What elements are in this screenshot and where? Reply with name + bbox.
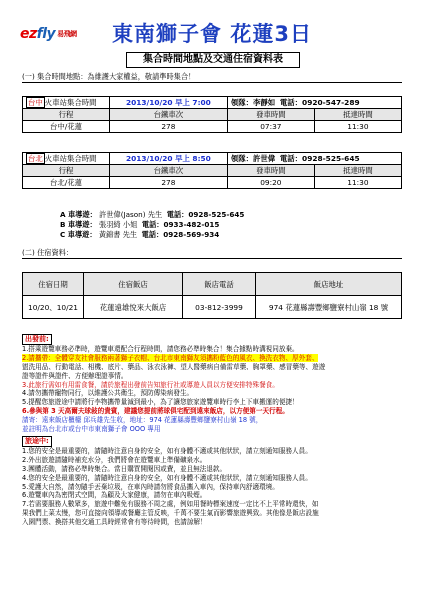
notes-before-departure (22, 334, 402, 434)
note-line: 證等證件與證件、方便辦理證事情。 (22, 371, 128, 380)
table-cell: 台中/花蓮 (23, 121, 110, 133)
table-cell: 09:20 (227, 177, 314, 189)
guide-row (60, 220, 244, 230)
table-cell: 11:30 (314, 121, 401, 133)
col-header: 行程 (23, 109, 110, 121)
table-cell: 07:37 (227, 121, 314, 133)
note-line: 1.搭乘遊覽車務必準時，遊覽車還配合行程時間，請您務必準時集合！集合據點時溝視同放棄。 (22, 344, 299, 353)
note-line: 果我們上菜太慢，您可直接向領導或餐廳主管反映，千萬不要生氣而影響旅遊興致。其他像是飯店設施 (22, 509, 319, 518)
col-header: 住宿飯店 (84, 273, 183, 296)
trip-table-taichung (22, 96, 402, 133)
col-header: 飯店電話 (183, 273, 256, 296)
guide-row (60, 210, 244, 220)
trip-phone: 電話：0928-525-645 (279, 154, 360, 163)
note-line: 入園門票、換搭其他交通工具時經常會有等待時間，也請諒解！ (22, 518, 207, 527)
trip-datetime: 2013/10/20 早上 7:00 (110, 97, 228, 109)
trip-station (23, 153, 110, 165)
guide-title: 先生 (147, 210, 163, 219)
table-cell: 03-812-3999 (183, 296, 256, 319)
notes-tag: 旅途中: (22, 436, 52, 447)
logo-text-a: ez (20, 26, 37, 42)
col-header: 抵達時間 (314, 165, 401, 177)
note-line: 5.提醒您旅遊途中請將行李物攜帶量減到最小，為了讓您旅家遊覽車時行李上下車搬運的便捷！ (22, 398, 299, 407)
notes-tag: 出發前: (22, 334, 52, 345)
hotel-table (22, 272, 402, 319)
note-line: 4.請勿攜帶寵物同行，以維護公共衛生，預防傳染病發生。 (22, 389, 194, 398)
col-header: 台鐵車次 (110, 165, 228, 177)
note-line: 請寄：遠來飯店櫃檯 邱兵雄先生收，地址：974 花蓮縣壽豐鄉鹽寮村山嶺 18 號， (22, 416, 263, 425)
col-header: 抵達時間 (314, 109, 401, 121)
station-meeting: 火車站集合時間 (44, 154, 97, 163)
note-line: 3.團體活動，請務必準時集合。當日購買開閱因或費，並且無法退款。 (22, 464, 227, 473)
logo-text-b: fly (36, 26, 56, 42)
logo-text-cn: 易飛網 (57, 30, 77, 38)
guide-role: C 車導遊： (60, 230, 97, 239)
trip-contact (227, 153, 401, 165)
note-line: 2.外出旅遊請隨時補充水分，我們將會在遊覽車上準備礦泉水。 (22, 455, 207, 464)
page-title: 東南獅子會 花蓮3日 (112, 22, 312, 46)
section-1-rule (22, 82, 402, 83)
note-line: 2.請攜帶：全體穿友社會服務兩著獅子衣帽、台北市東南獅友須攜粉藍色的風衣、換洗衣物、厚外套、 (22, 353, 319, 362)
station-city: 台中 (28, 98, 43, 107)
guide-name: 許世偉(Jason) (99, 210, 146, 219)
guide-phone: 電話：0928-569-934 (141, 230, 220, 239)
guide-list (60, 210, 244, 240)
guide-phone: 電話：0928-525-645 (166, 210, 245, 219)
table-cell: 花蓮遠雄悅來大飯店 (84, 296, 183, 319)
trip-datetime: 2013/10/20 早上 8:50 (110, 153, 228, 165)
note-line: 4.您的安全是最重要的，請隨時注意自身的安全，如有身體不適或其他狀狀，請立刻通知服務人員。 (22, 473, 312, 482)
col-header: 飯店地址 (256, 273, 402, 296)
guide-row (60, 230, 244, 240)
table-cell: 278 (110, 177, 228, 189)
note-line: 6.遊覽車內為密閉式空間，為顧及大家健康，請勿在車內吸煙。 (22, 491, 207, 500)
note-line: 6.參與第 3 天高爾夫球敍的貴賓，建議您提前將球俱宅配到遠來飯店，以方便第一天行程。 (22, 407, 289, 416)
col-header: 住宿日期 (23, 273, 84, 296)
table-cell: 11:30 (314, 177, 401, 189)
note-line: 7.若需要服務人數眾多，旅遊中難免有服務不周之處，例如用餐時標案速度一定比不上平常時還快，如 (22, 500, 319, 509)
guide-title: 小姐 (122, 220, 138, 229)
col-header: 發車時間 (227, 165, 314, 177)
guide-role: A 車導遊： (60, 210, 97, 219)
col-header: 台鐵車次 (110, 109, 228, 121)
trip-phone: 電話：0920-547-289 (279, 98, 360, 107)
trip-contact (227, 97, 401, 109)
trip-leader: 領隊：許世偉 (230, 154, 276, 163)
guide-name: 張羽綺 (99, 220, 121, 229)
trip-leader: 領隊：李靜如 (230, 98, 276, 107)
table-cell: 台北/花蓮 (23, 177, 110, 189)
note-line: 盥洗用品、行動電話、相機、底片、藥品、泳衣泳褲、望人醫藥病自備雷草藥、胸罩藥、感冒藥等、遊遊 (22, 362, 326, 371)
note-line: 1.您的安全是最重要的，請隨時注意自身的安全，如有身體不適或其他狀狀，請立刻通知服務人員。 (22, 446, 312, 455)
table-cell: 974 花蓮縣壽豐鄉鹽寮村山嶺 18 號 (256, 296, 402, 319)
trip-station (23, 97, 110, 109)
table-cell: 10/20、10/21 (23, 296, 84, 319)
guide-role: B 車導遊： (60, 220, 97, 229)
station-meeting: 火車站集合時間 (44, 98, 97, 107)
guide-name: 黃錦書 (98, 230, 121, 239)
trip-table-taipei (22, 152, 402, 189)
section-2-title: (二) 住宿資料： (22, 248, 74, 257)
station-city: 台北 (28, 154, 43, 163)
notes-during-trip (22, 436, 402, 527)
note-line: 並註明為台北市或台中市東南獅子會 OOO 專用 (22, 425, 161, 434)
note-line: 5.愛護大自然，請勿隨手丟棄垃圾，在車內時請勿將食品攜入車內，保持車內舒適環境。 (22, 482, 279, 491)
guide-title: 先生 (122, 230, 138, 239)
section-2-rule (22, 258, 402, 259)
page-subtitle: 集合時間地點及交通住宿資料表 (126, 52, 300, 68)
guide-phone: 電話：0933-482-015 (141, 220, 220, 229)
section-1-title: (一) 集合時間地點：為維護大家權益，敬請準時集合！ (22, 72, 196, 81)
table-cell: 278 (110, 121, 228, 133)
col-header: 行程 (23, 165, 110, 177)
col-header: 發車時間 (227, 109, 314, 121)
note-line: 3.此旅行需如有用雷食餐，請於旅程出發前告知旅行社或導遊人員以方便安排特殊餐食。 (22, 380, 279, 389)
